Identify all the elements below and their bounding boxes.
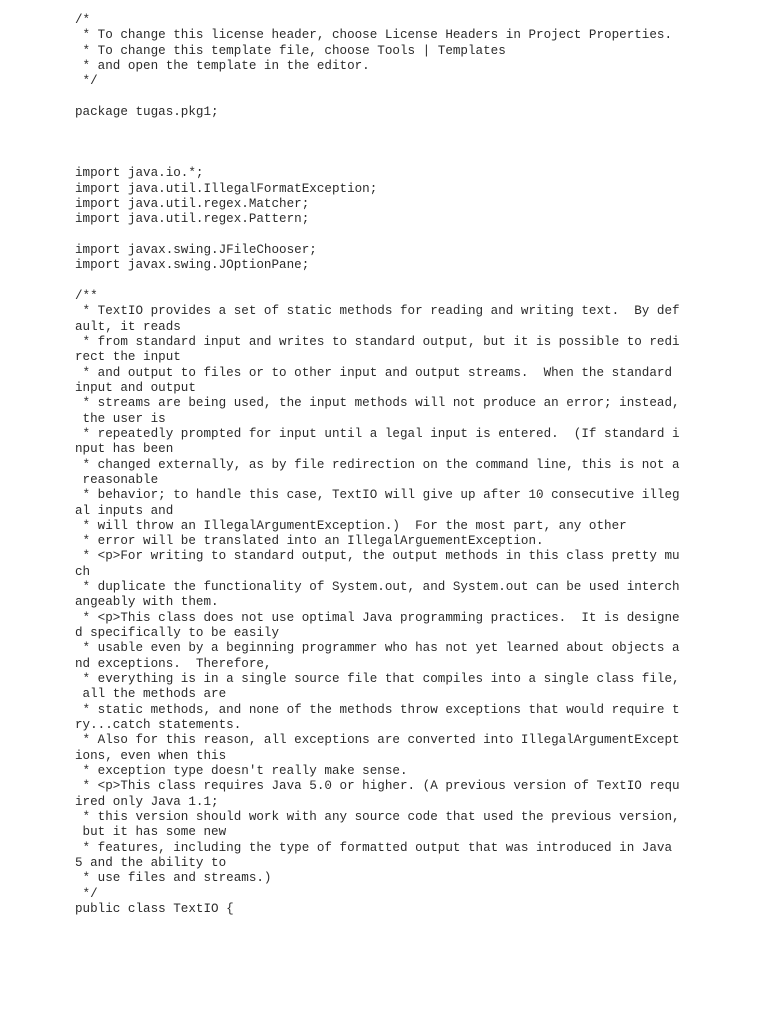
code-line: ch bbox=[75, 564, 91, 579]
code-line: * Also for this reason, all exceptions are converted into IllegalArgumentExcept bbox=[75, 733, 680, 748]
code-line: * use files and streams.) bbox=[75, 871, 272, 886]
code-line: /** bbox=[75, 288, 98, 303]
code-line: * exception type doesn't really make sense. bbox=[75, 764, 408, 779]
code-line: d specifically to be easily bbox=[75, 626, 280, 641]
code-line: public class TextIO { bbox=[75, 902, 234, 917]
code-line: rect the input bbox=[75, 350, 181, 365]
code-line: reasonable bbox=[75, 472, 159, 487]
code-line: * everything is in a single source file that compiles into a single class file, bbox=[75, 672, 680, 687]
code-line: * repeatedly prompted for input until a legal input is entered. (If standard i bbox=[75, 426, 680, 441]
code-line: * will throw an IllegalArgumentException.) For the most part, any other bbox=[75, 518, 627, 533]
code-line: ired only Java 1.1; bbox=[75, 794, 219, 809]
code-line: import javax.swing.JOptionPane; bbox=[75, 258, 310, 273]
code-line bbox=[75, 90, 745, 105]
code-line: ions, even when this bbox=[75, 748, 227, 763]
code-line: angeably with them. bbox=[75, 595, 219, 610]
code-line: * <p>This class does not use optimal Java programming practices. It is designe bbox=[75, 610, 680, 625]
code-line: * To change this template file, choose Tools | Templates bbox=[75, 43, 506, 58]
code-line: * static methods, and none of the methods throw exceptions that would require t bbox=[75, 702, 680, 717]
code-line: import java.io.*; bbox=[75, 166, 204, 181]
code-line: but it has some new bbox=[75, 825, 227, 840]
code-line: /* bbox=[75, 13, 91, 27]
code-line bbox=[75, 151, 745, 166]
code-line: import java.util.IllegalFormatException; bbox=[75, 181, 378, 196]
code-line bbox=[75, 228, 745, 243]
code-line: nput has been bbox=[75, 442, 174, 457]
source-code-listing bbox=[75, 13, 745, 917]
code-line: * behavior; to handle this case, TextIO will give up after 10 consecutive illeg bbox=[75, 488, 680, 503]
code-line: */ bbox=[75, 886, 98, 901]
code-line: * streams are being used, the input methods will not produce an error; instead, bbox=[75, 396, 680, 411]
code-line: the user is bbox=[75, 411, 166, 426]
code-line: * <p>This class requires Java 5.0 or higher. (A previous version of TextIO requ bbox=[75, 779, 680, 794]
code-line: * TextIO provides a set of static methods for reading and writing text. By def bbox=[75, 304, 680, 319]
code-line: * <p>For writing to standard output, the output methods in this class pretty mu bbox=[75, 549, 680, 564]
code-line: ry...catch statements. bbox=[75, 718, 242, 733]
code-line: * To change this license header, choose License Headers in Project Properties. bbox=[75, 28, 673, 43]
code-line: import java.util.regex.Matcher; bbox=[75, 196, 310, 211]
code-line: all the methods are bbox=[75, 687, 227, 702]
code-line: package tugas.pkg1; bbox=[75, 104, 219, 119]
code-line: ault, it reads bbox=[75, 319, 181, 334]
code-line: input and output bbox=[75, 380, 196, 395]
code-line: */ bbox=[75, 74, 98, 89]
code-line: * features, including the type of formatted output that was introduced in Java bbox=[75, 840, 673, 855]
code-line: 5 and the ability to bbox=[75, 856, 227, 871]
code-line: * this version should work with any source code that used the previous version, bbox=[75, 810, 680, 825]
code-line: import java.util.regex.Pattern; bbox=[75, 212, 310, 227]
code-line: * usable even by a beginning programmer who has not yet learned about objects a bbox=[75, 641, 680, 656]
code-line: * from standard input and writes to standard output, but it is possible to redi bbox=[75, 334, 680, 349]
code-line: * and open the template in the editor. bbox=[75, 58, 370, 73]
code-line: * duplicate the functionality of System.out, and System.out can be used interch bbox=[75, 580, 680, 595]
code-line bbox=[75, 120, 745, 135]
code-line: nd exceptions. Therefore, bbox=[75, 656, 272, 671]
code-line: import javax.swing.JFileChooser; bbox=[75, 242, 317, 257]
code-line bbox=[75, 136, 745, 151]
code-line: * changed externally, as by file redirection on the command line, this is not a bbox=[75, 457, 680, 472]
code-line: * error will be translated into an IllegalArguementException. bbox=[75, 534, 544, 549]
code-line: al inputs and bbox=[75, 503, 174, 518]
code-line bbox=[75, 274, 745, 289]
code-line: * and output to files or to other input and output streams. When the standard bbox=[75, 365, 673, 380]
